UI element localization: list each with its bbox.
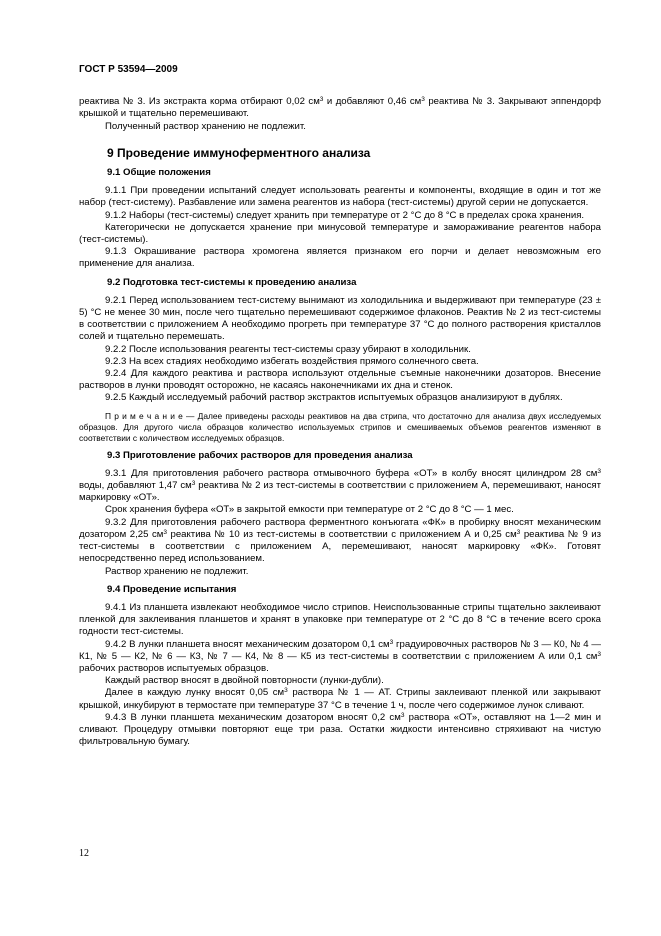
- subsection-heading: 9.2 Подготовка тест-системы к проведению анализа: [107, 276, 357, 288]
- paragraph: Полученный раствор хранению не подлежит.: [105, 120, 306, 132]
- paragraph: 9.1.1 При проведении испытаний следует использовать реагенты и компоненты, входящие в один и тот же набор (тест-систему). Разбавление или замена реагентов из набора (тест-системы) другой серии не допускается.: [79, 185, 601, 209]
- paragraph: 9.2.1 Перед использованием тест-систему вынимают из холодильника и выдерживают при температуре (23 ± 5) °С не менее 30 мин, после чего тщательно перемешивают содержимое флаконов. Реактив № 2 из тест-системы в соответствии с приложением А необходимо прогреть при температуре 37 °С до полного растворения кристаллов солей и тщательно перемешать.: [79, 294, 601, 343]
- paragraph: Срок хранения буфера «ОТ» в закрытой емкости при температуре от 2 °С до 8 °С — 1 мес.: [105, 504, 514, 516]
- paragraph: 9.3.2 Для приготовления рабочего раствора ферментного конъюгата «ФК» в пробирку вносят механическим дозатором 2,25 $см^3$ реактива № 10 из тест-системы в соответствии с приложением А и 0,25 $см^3$ реактива № 9 из тест-системы в соответствии с приложением А, перемешивают, наносят маркировку «ФК». Готовят непосредственно перед использованием.: [79, 516, 601, 565]
- paragraph: 9.3.1 Для приготовления рабочего раствора отмывочного буфера «ОТ» в колбу вносят цилиндром 28 $см^3$ воды, добавляют 1,47 $см^3$ реактива № 2 из тест-системы в соответствии с приложением А, перемешивают, наносят маркировку «ОТ».: [79, 467, 601, 504]
- paragraph: 9.2.2 После использования реагенты тест-системы сразу убирают в холодильник.: [105, 343, 471, 355]
- paragraph: 9.4.1 Из планшета извлекают необходимое число стрипов. Неиспользованные стрипы тщательно заклеивают пленкой для заклеивания планшетов и хранят в упаковке при температуре от 2 °С до 8 °С в течение всего срока годности тест-системы.: [79, 601, 601, 638]
- paragraph: Раствор хранению не подлежит.: [105, 565, 249, 577]
- paragraph: 9.2.3 На всех стадиях необходимо избегать воздействия прямого солнечного света.: [105, 355, 479, 367]
- paragraph: Каждый раствор вносят в двойной повторности (лунки-дубли).: [105, 675, 384, 687]
- standard-header: ГОСТ Р 53594—2009: [79, 64, 178, 75]
- paragraph: 9.4.3 В лунки планшета механическим дозатором вносят 0,2 $см^3$ раствора «ОТ», оставляют на 1—2 мин и сливают. Процедуру отмывки повторяют еще три раза. Остатки жидкости интенсивно стряхивают на чистую фильтровальную бумагу.: [79, 711, 601, 748]
- section-heading: 9 Проведение иммуноферментного анализа: [107, 145, 371, 160]
- paragraph: Категорически не допускается хранение при минусовой температуре и замораживание реагентов набора (тест-системы).: [79, 221, 601, 246]
- subsection-heading: 9.4 Проведение испытания: [107, 583, 237, 595]
- subsection-heading: 9.1 Общие положения: [107, 167, 211, 179]
- note: П р и м е ч а н и е — Далее приведены расходы реактивов на два стрипа, что достаточно для анализа двух исследуемых образцов. Для другого числа образцов количество используемых стрипов и смешиваемых объемов реагентов изменяют в соответствии с количеством исследуемых образцов.: [79, 410, 602, 443]
- paragraph: 9.4.2 В лунки планшета вносят механическим дозатором 0,1 $см^3$ градуировочных растворов № 3 — К0, № 4 — К1, № 5 — К2, № 6 — К3, № 7 — К4, № 8 — К5 из тест-системы в соответствии с приложением А или 0,1 $см^3$ рабочих растворов испытуемых образцов.: [79, 638, 601, 674]
- paragraph: 9.2.5 Каждый исследуемый рабочий раствор экстрактов испытуемых образцов анализируют в дублях.: [105, 392, 563, 404]
- paragraph: реактива № 3. Из экстракта корма отбирают 0,02 $см^3$ и добавляют 0,46 $см^3$ реактива № 3. Закрывают эппендорф крышкой и тщательно перемешивают.: [79, 96, 601, 120]
- subsection-heading: 9.3 Приготовление рабочих растворов для проведения анализа: [107, 449, 413, 461]
- paragraph: Далее в каждую лунку вносят 0,05 $см^3$ раствора № 1 — АТ. Стрипы заклеивают пленкой или закрывают крышкой, инкубируют в термостате при температуре 37 °С в течение 1 ч, после чего содержимое лунок сливают.: [79, 687, 601, 711]
- page-number: 12: [79, 848, 89, 859]
- paragraph: 9.1.2 Наборы (тест-системы) следует хранить при температуре от 2 °С до 8 °С в пределах срока хранения.: [105, 209, 585, 221]
- paragraph: 9.2.4 Для каждого реактива и раствора используют отдельные съемные наконечники дозаторов. Внесение растворов в лунки проводят осторожно, не касаясь наконечниками их дна и стенок.: [79, 368, 601, 392]
- paragraph: 9.1.3 Окрашивание раствора хромогена является признаком его порчи и делает невозможным его применение для анализа.: [79, 246, 601, 270]
